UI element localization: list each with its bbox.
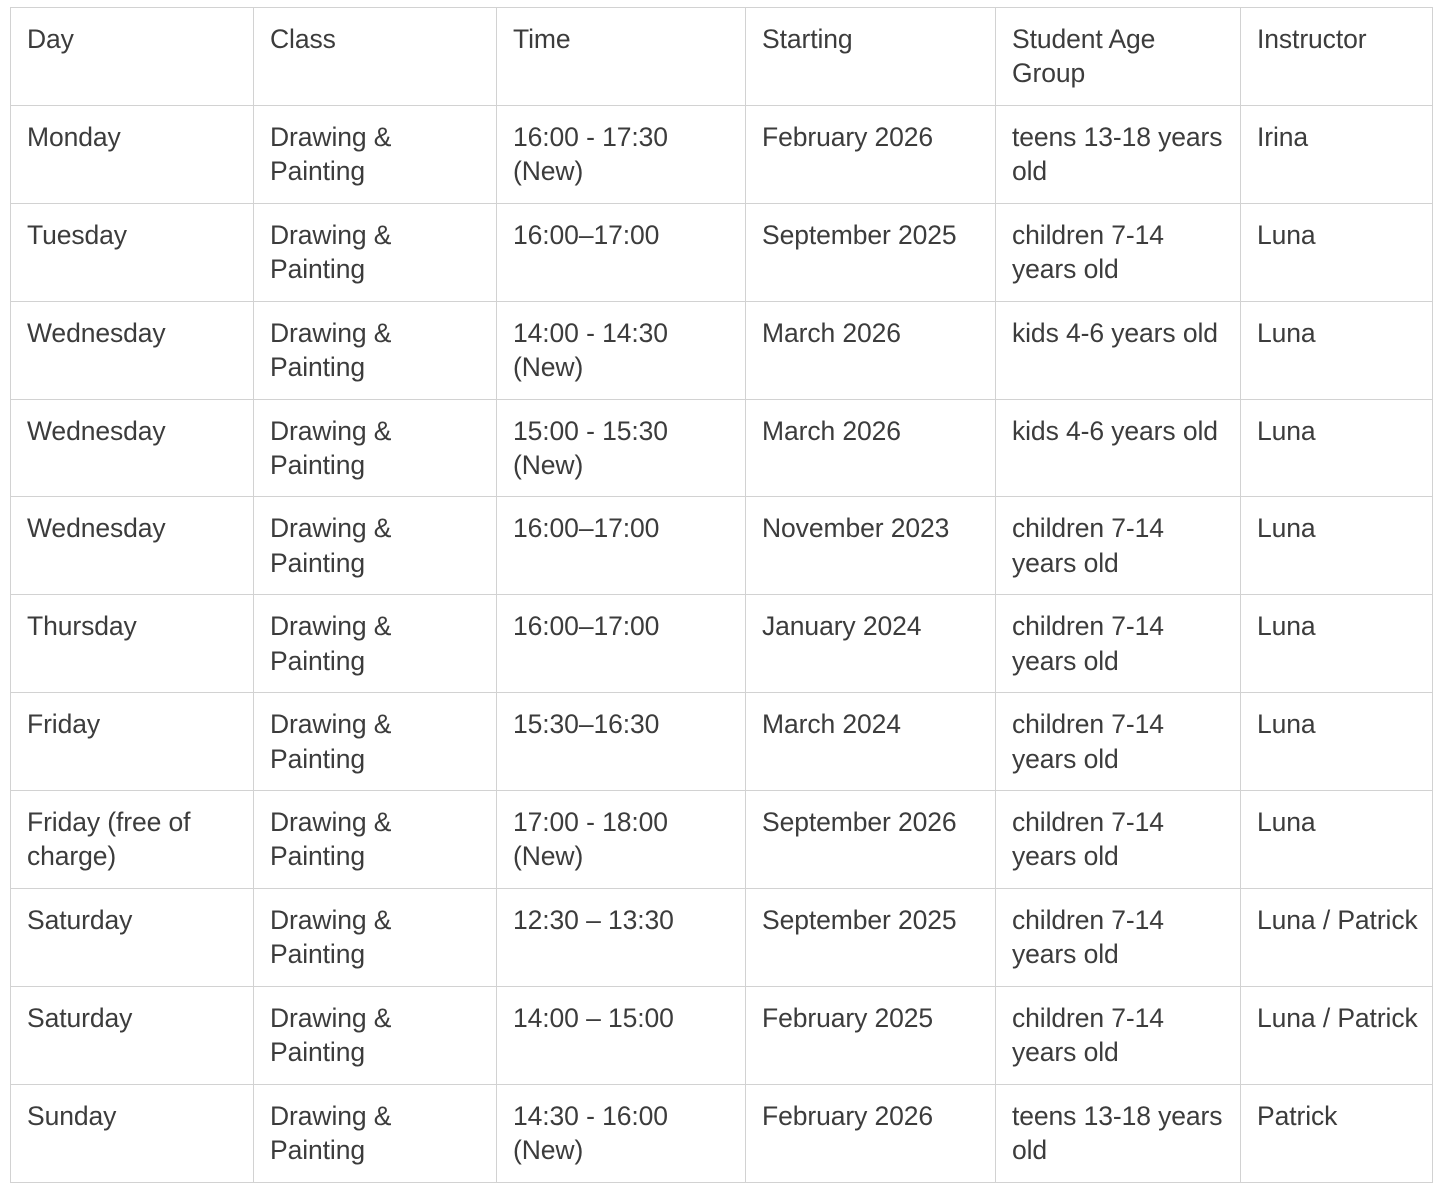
cell-time: 14:00 - 14:30 (New) xyxy=(497,301,746,399)
cell-starting: September 2025 xyxy=(746,203,996,301)
cell-class: Drawing & Painting xyxy=(254,497,497,595)
cell-instructor: Irina xyxy=(1241,105,1433,203)
cell-time: 14:30 - 16:00 (New) xyxy=(497,1084,746,1182)
cell-age_group: children 7-14 years old xyxy=(996,595,1241,693)
cell-starting: March 2026 xyxy=(746,301,996,399)
cell-class: Drawing & Painting xyxy=(254,1084,497,1182)
table-row xyxy=(11,1084,1433,1182)
cell-age_group: children 7-14 years old xyxy=(996,888,1241,986)
cell-instructor: Luna / Patrick xyxy=(1241,888,1433,986)
cell-time: 16:00–17:00 xyxy=(497,497,746,595)
column-header-day: Day xyxy=(11,8,254,106)
cell-instructor: Luna / Patrick xyxy=(1241,986,1433,1084)
cell-age_group: teens 13-18 years old xyxy=(996,1084,1241,1182)
cell-class: Drawing & Painting xyxy=(254,105,497,203)
cell-instructor: Luna xyxy=(1241,301,1433,399)
cell-time: 16:00–17:00 xyxy=(497,203,746,301)
cell-starting: February 2026 xyxy=(746,1084,996,1182)
cell-day: Friday (free of charge) xyxy=(11,791,254,889)
cell-class: Drawing & Painting xyxy=(254,693,497,791)
column-header-instructor: Instructor xyxy=(1241,8,1433,106)
cell-starting: September 2025 xyxy=(746,888,996,986)
cell-day: Wednesday xyxy=(11,497,254,595)
cell-age_group: children 7-14 years old xyxy=(996,791,1241,889)
cell-time: 15:00 - 15:30 (New) xyxy=(497,399,746,497)
cell-class: Drawing & Painting xyxy=(254,791,497,889)
cell-instructor: Luna xyxy=(1241,693,1433,791)
table-header xyxy=(11,8,1433,106)
cell-day: Tuesday xyxy=(11,203,254,301)
column-header-starting: Starting xyxy=(746,8,996,106)
cell-age_group: children 7-14 years old xyxy=(996,203,1241,301)
cell-class: Drawing & Painting xyxy=(254,595,497,693)
cell-time: 16:00 - 17:30 (New) xyxy=(497,105,746,203)
cell-starting: September 2026 xyxy=(746,791,996,889)
cell-day: Wednesday xyxy=(11,399,254,497)
cell-day: Thursday xyxy=(11,595,254,693)
cell-class: Drawing & Painting xyxy=(254,203,497,301)
cell-starting: February 2025 xyxy=(746,986,996,1084)
cell-class: Drawing & Painting xyxy=(254,399,497,497)
cell-instructor: Luna xyxy=(1241,497,1433,595)
cell-time: 15:30–16:30 xyxy=(497,693,746,791)
cell-age_group: kids 4-6 years old xyxy=(996,399,1241,497)
cell-starting: November 2023 xyxy=(746,497,996,595)
cell-instructor: Luna xyxy=(1241,399,1433,497)
table-row xyxy=(11,203,1433,301)
table-row xyxy=(11,105,1433,203)
table-body xyxy=(11,105,1433,1182)
cell-time: 17:00 - 18:00 (New) xyxy=(497,791,746,889)
cell-day: Saturday xyxy=(11,888,254,986)
cell-day: Monday xyxy=(11,105,254,203)
cell-day: Saturday xyxy=(11,986,254,1084)
column-header-age-group: Student Age Group xyxy=(996,8,1241,106)
table-row xyxy=(11,399,1433,497)
cell-class: Drawing & Painting xyxy=(254,986,497,1084)
cell-class: Drawing & Painting xyxy=(254,301,497,399)
cell-instructor: Luna xyxy=(1241,791,1433,889)
table-row xyxy=(11,986,1433,1084)
table-row xyxy=(11,497,1433,595)
cell-time: 12:30 – 13:30 xyxy=(497,888,746,986)
table-header-row xyxy=(11,8,1433,106)
cell-day: Sunday xyxy=(11,1084,254,1182)
cell-starting: March 2024 xyxy=(746,693,996,791)
cell-age_group: kids 4-6 years old xyxy=(996,301,1241,399)
cell-age_group: children 7-14 years old xyxy=(996,986,1241,1084)
cell-starting: February 2026 xyxy=(746,105,996,203)
table-row xyxy=(11,595,1433,693)
class-schedule-table xyxy=(10,7,1433,1183)
cell-age_group: teens 13-18 years old xyxy=(996,105,1241,203)
cell-instructor: Luna xyxy=(1241,203,1433,301)
cell-starting: March 2026 xyxy=(746,399,996,497)
table-row xyxy=(11,888,1433,986)
cell-class: Drawing & Painting xyxy=(254,888,497,986)
cell-instructor: Luna xyxy=(1241,595,1433,693)
cell-time: 16:00–17:00 xyxy=(497,595,746,693)
cell-day: Friday xyxy=(11,693,254,791)
cell-instructor: Patrick xyxy=(1241,1084,1433,1182)
cell-age_group: children 7-14 years old xyxy=(996,693,1241,791)
cell-day: Wednesday xyxy=(11,301,254,399)
cell-starting: January 2024 xyxy=(746,595,996,693)
cell-time: 14:00 – 15:00 xyxy=(497,986,746,1084)
cell-age_group: children 7-14 years old xyxy=(996,497,1241,595)
table-row xyxy=(11,791,1433,889)
table-row xyxy=(11,301,1433,399)
column-header-class: Class xyxy=(254,8,497,106)
table-row xyxy=(11,693,1433,791)
column-header-time: Time xyxy=(497,8,746,106)
